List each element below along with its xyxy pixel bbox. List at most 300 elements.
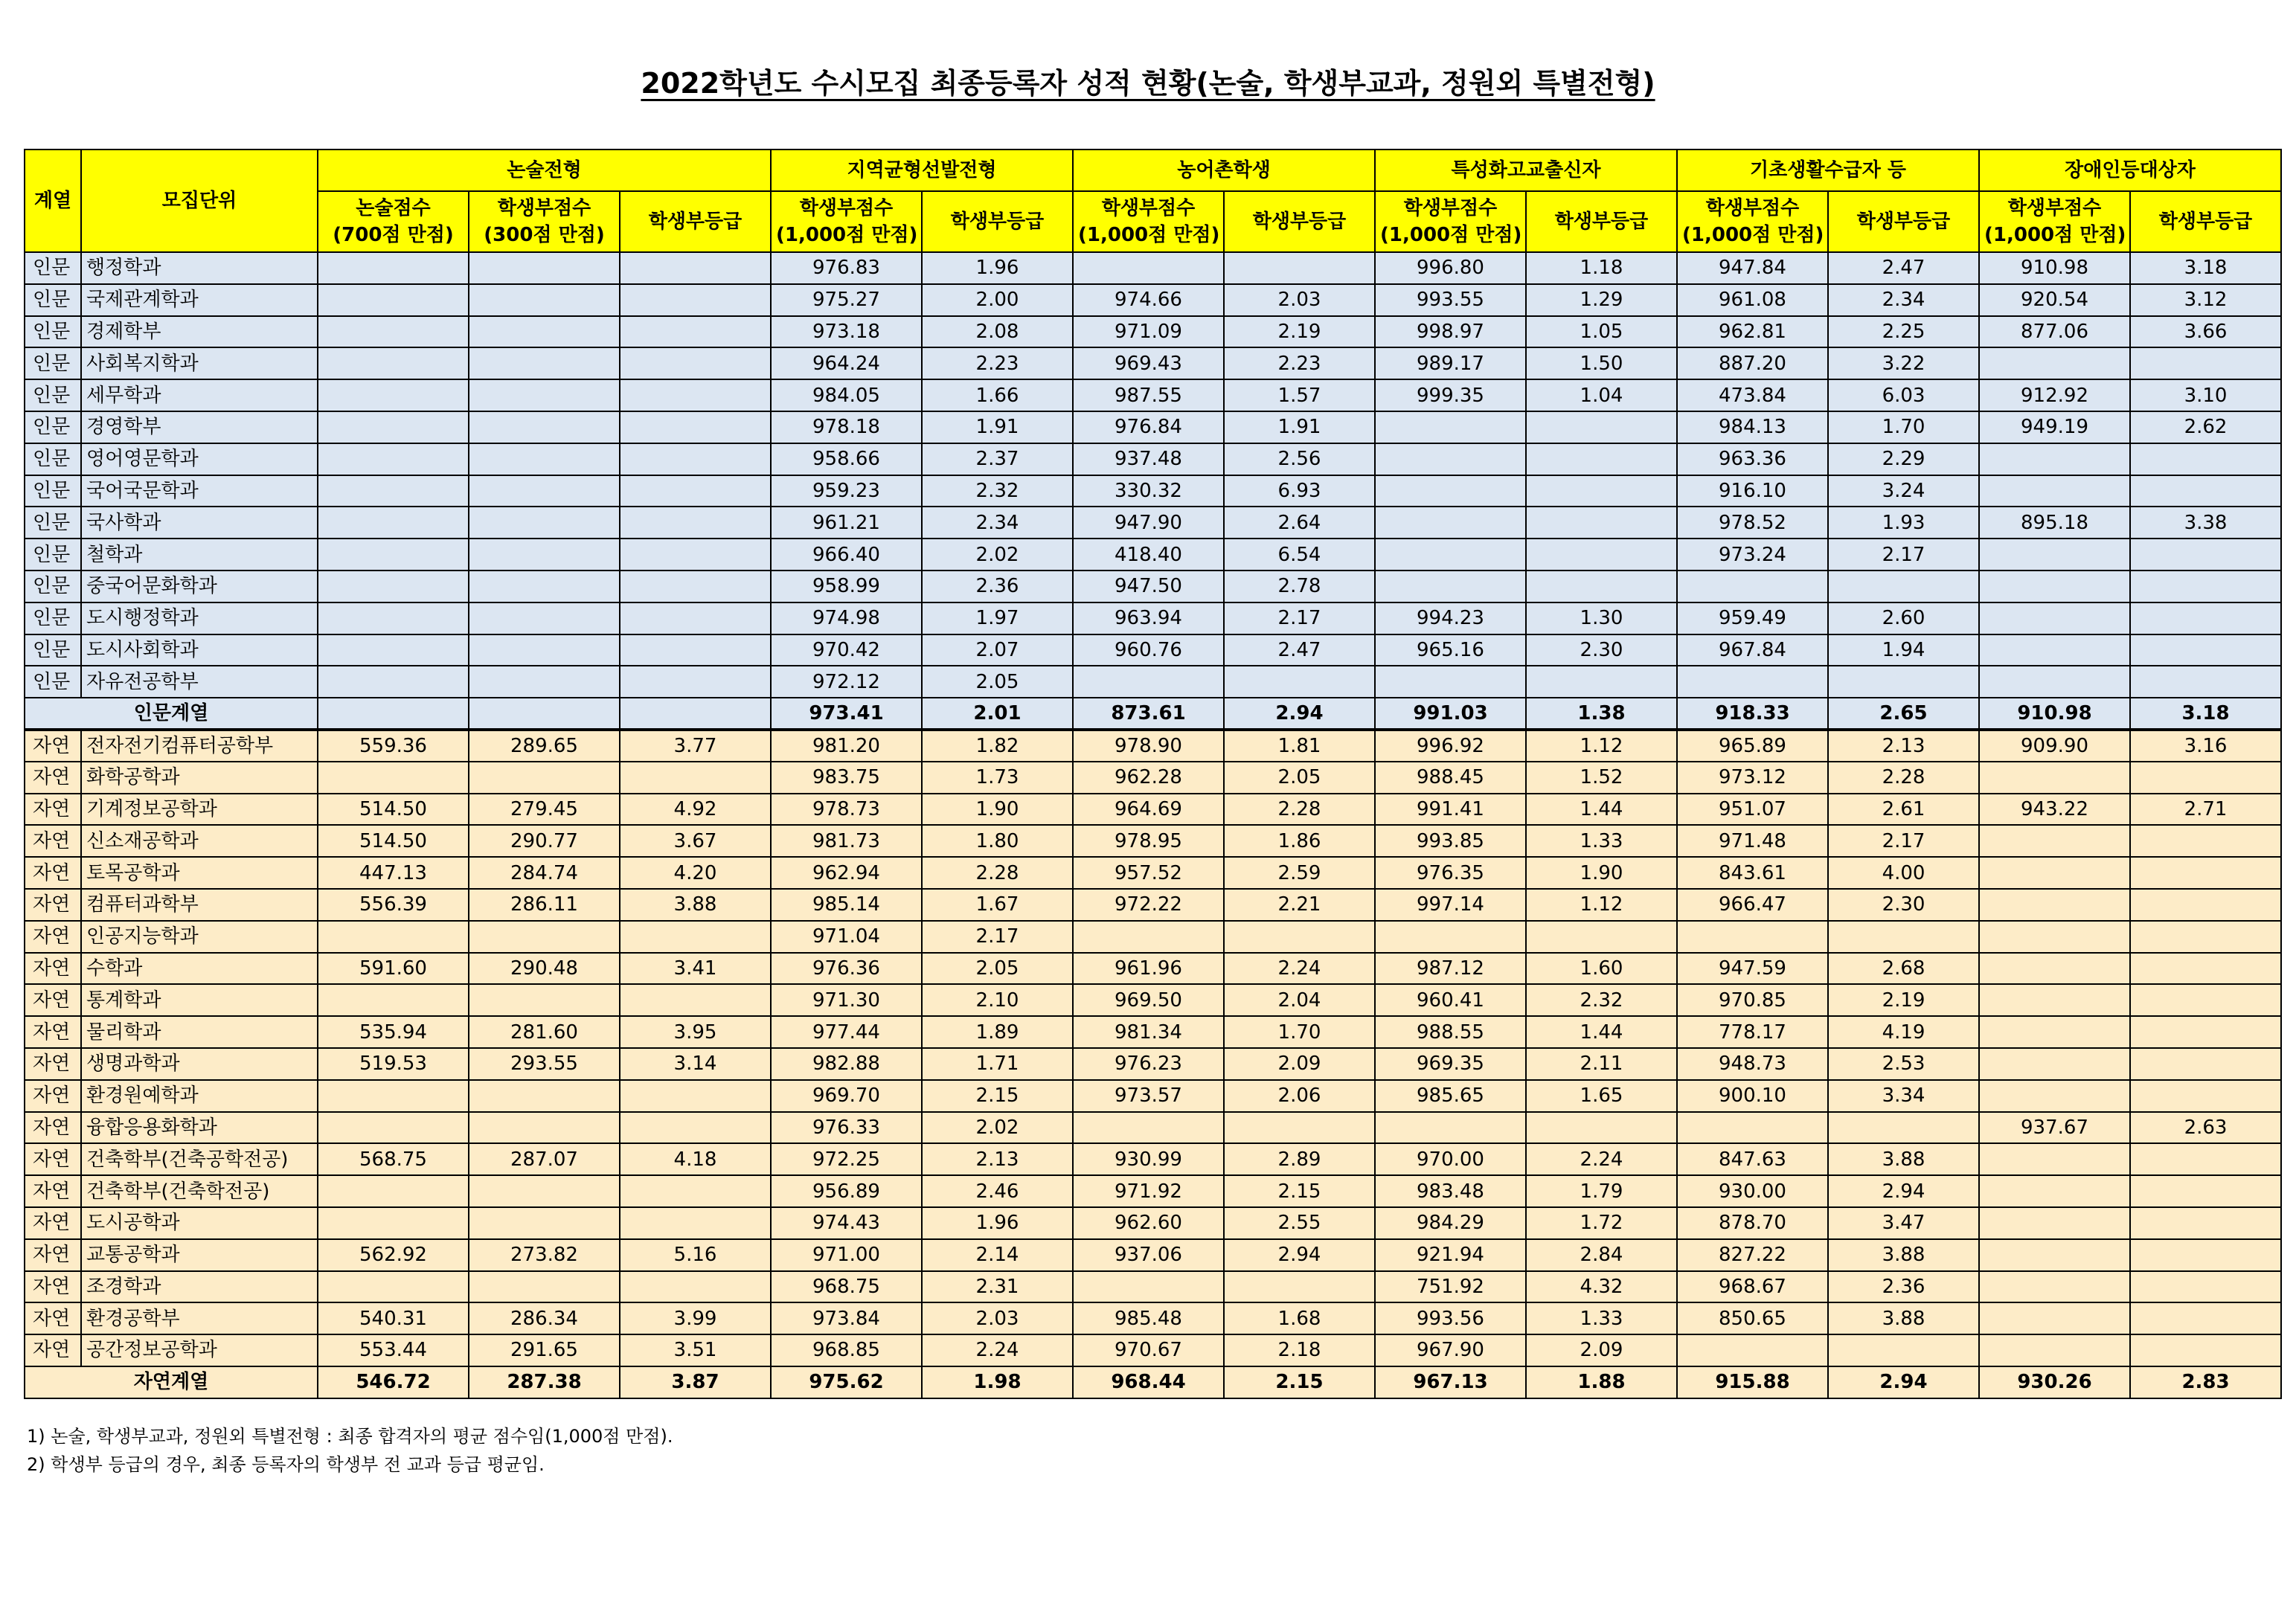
table-cell: 978.52: [1677, 507, 1828, 539]
table-cell: [318, 411, 469, 443]
table-cell: 956.89: [771, 1175, 922, 1207]
table-cell: 3.47: [1828, 1207, 1979, 1239]
table-cell: 999.35: [1375, 379, 1526, 411]
table-cell: 971.30: [771, 984, 922, 1016]
unit-cell: 인공지능학과: [81, 921, 318, 953]
table-cell: [1979, 1048, 2130, 1080]
table-cell: [469, 666, 620, 698]
table-cell: 291.65: [469, 1334, 620, 1366]
table-cell: 591.60: [318, 953, 469, 985]
table-cell: 293.55: [469, 1048, 620, 1080]
table-cell: 1.90: [1526, 857, 1677, 889]
table-cell: 960.41: [1375, 984, 1526, 1016]
table-cell: [1979, 889, 2130, 921]
table-cell: 2.00: [922, 284, 1073, 316]
table-cell: 2.24: [1224, 953, 1375, 985]
table-cell: 1.72: [1526, 1207, 1677, 1239]
unit-cell: 건축학부(건축학전공): [81, 1175, 318, 1207]
table-row: [25, 316, 2281, 348]
header-group-basic-livelihood: 기초생활수급자 등: [1677, 150, 1979, 191]
table-cell: [1526, 443, 1677, 475]
table-cell: 2.23: [922, 347, 1073, 379]
table-cell: 970.00: [1375, 1143, 1526, 1175]
category-cell: 인문: [25, 507, 81, 539]
table-cell: 970.67: [1073, 1334, 1224, 1366]
header-unit: 모집단위: [81, 150, 318, 252]
table-cell: [620, 507, 771, 539]
table-cell: [2130, 347, 2281, 379]
category-cell: 자연: [25, 730, 81, 762]
table-cell: 983.48: [1375, 1175, 1526, 1207]
table-cell: [318, 762, 469, 794]
table-cell: 930.26: [1979, 1366, 2130, 1398]
table-cell: 418.40: [1073, 539, 1224, 571]
unit-cell: 컴퓨터과학부: [81, 889, 318, 921]
table-cell: [1828, 571, 1979, 602]
table-cell: 1.66: [922, 379, 1073, 411]
table-cell: 1.86: [1224, 825, 1375, 857]
table-cell: 2.03: [922, 1302, 1073, 1334]
table-cell: [1979, 1271, 2130, 1303]
table-cell: 965.89: [1677, 730, 1828, 762]
table-row: [25, 1271, 2281, 1303]
table-cell: [1224, 666, 1375, 698]
table-cell: [2130, 1143, 2281, 1175]
table-cell: 519.53: [318, 1048, 469, 1080]
table-cell: 993.56: [1375, 1302, 1526, 1334]
table-row: [25, 634, 2281, 666]
table-cell: 984.05: [771, 379, 922, 411]
table-cell: 3.88: [1828, 1302, 1979, 1334]
table-cell: 3.67: [620, 825, 771, 857]
table-row: [25, 571, 2281, 602]
table-cell: 1.73: [922, 762, 1073, 794]
table-row: [25, 921, 2281, 953]
table-cell: [318, 475, 469, 507]
table-cell: 984.13: [1677, 411, 1828, 443]
unit-cell: 물리학과: [81, 1016, 318, 1048]
table-cell: [469, 316, 620, 348]
table-cell: 2.23: [1224, 347, 1375, 379]
table-cell: 978.95: [1073, 825, 1224, 857]
table-cell: 2.21: [1224, 889, 1375, 921]
table-cell: [318, 634, 469, 666]
table-cell: 2.36: [1828, 1271, 1979, 1303]
category-cell: 인문: [25, 252, 81, 284]
table-cell: 3.88: [1828, 1143, 1979, 1175]
category-cell: 자연: [25, 1048, 81, 1080]
table-cell: 2.19: [1828, 984, 1979, 1016]
table-cell: 1.33: [1526, 825, 1677, 857]
table-cell: [469, 411, 620, 443]
table-cell: [1828, 1112, 1979, 1144]
table-row: [25, 1302, 2281, 1334]
table-cell: 2.17: [922, 921, 1073, 953]
table-cell: [1375, 666, 1526, 698]
table-cell: [1828, 1334, 1979, 1366]
unit-cell: 전자전기컴퓨터공학부: [81, 730, 318, 762]
table-cell: 1.97: [922, 602, 1073, 634]
table-cell: [318, 1175, 469, 1207]
table-cell: [318, 1112, 469, 1144]
footnotes: [27, 1422, 673, 1479]
table-cell: 2.32: [922, 475, 1073, 507]
table-cell: 2.28: [1224, 794, 1375, 826]
table-row: [25, 539, 2281, 571]
table-cell: 976.23: [1073, 1048, 1224, 1080]
table-cell: 1.93: [1828, 507, 1979, 539]
table-cell: [1526, 666, 1677, 698]
table-cell: 3.14: [620, 1048, 771, 1080]
table-cell: 2.47: [1224, 634, 1375, 666]
table-cell: 2.61: [1828, 794, 1979, 826]
table-cell: [469, 347, 620, 379]
table-cell: 966.40: [771, 539, 922, 571]
table-cell: 921.94: [1375, 1239, 1526, 1271]
table-cell: [620, 1271, 771, 1303]
table-cell: 287.38: [469, 1366, 620, 1398]
table-cell: 976.33: [771, 1112, 922, 1144]
table-cell: [620, 984, 771, 1016]
table-cell: 4.19: [1828, 1016, 1979, 1048]
header-group-vocational: 특성화고교출신자: [1375, 150, 1677, 191]
table-cell: 2.05: [1224, 762, 1375, 794]
table-cell: 973.12: [1677, 762, 1828, 794]
table-cell: 1.05: [1526, 316, 1677, 348]
table-cell: [2130, 953, 2281, 985]
table-cell: 920.54: [1979, 284, 2130, 316]
summary-row: [25, 1366, 2281, 1398]
table-cell: 965.16: [1375, 634, 1526, 666]
table-cell: [469, 539, 620, 571]
category-cell: 자연: [25, 953, 81, 985]
table-cell: 1.91: [922, 411, 1073, 443]
table-cell: [469, 443, 620, 475]
table-cell: 3.22: [1828, 347, 1979, 379]
table-cell: 3.95: [620, 1016, 771, 1048]
table-cell: [318, 571, 469, 602]
table-cell: 3.66: [2130, 316, 2281, 348]
table-cell: [318, 443, 469, 475]
table-cell: 2.02: [922, 539, 1073, 571]
header-record-score: 학생부점수 (1,000점 만점): [771, 191, 922, 252]
table-cell: 994.23: [1375, 602, 1526, 634]
table-cell: 951.07: [1677, 794, 1828, 826]
table-cell: 989.17: [1375, 347, 1526, 379]
table-cell: 962.94: [771, 857, 922, 889]
table-cell: 895.18: [1979, 507, 2130, 539]
table-cell: [1979, 666, 2130, 698]
table-cell: 915.88: [1677, 1366, 1828, 1398]
table-cell: 1.04: [1526, 379, 1677, 411]
table-row: [25, 443, 2281, 475]
table-cell: 6.54: [1224, 539, 1375, 571]
table-cell: [1375, 507, 1526, 539]
table-cell: [2130, 443, 2281, 475]
table-cell: 3.16: [2130, 730, 2281, 762]
table-cell: [620, 602, 771, 634]
header-record-score: 학생부점수 (1,000점 만점): [1979, 191, 2130, 252]
table-cell: 1.79: [1526, 1175, 1677, 1207]
table-cell: [318, 698, 469, 730]
table-cell: 2.15: [922, 1080, 1073, 1112]
table-row: [25, 825, 2281, 857]
category-cell: 자연: [25, 857, 81, 889]
table-cell: 987.12: [1375, 953, 1526, 985]
table-cell: [620, 475, 771, 507]
table-cell: 1.12: [1526, 730, 1677, 762]
table-cell: [1073, 1112, 1224, 1144]
table-cell: [620, 634, 771, 666]
table-cell: 4.20: [620, 857, 771, 889]
table-cell: 286.11: [469, 889, 620, 921]
table-cell: [1979, 1016, 2130, 1048]
table-cell: [1073, 252, 1224, 284]
table-cell: 4.18: [620, 1143, 771, 1175]
table-cell: [318, 1271, 469, 1303]
table-cell: [2130, 921, 2281, 953]
table-cell: [620, 1080, 771, 1112]
category-cell: 인문: [25, 347, 81, 379]
table-cell: [1677, 1112, 1828, 1144]
table-cell: 2.09: [1526, 1334, 1677, 1366]
table-cell: 971.04: [771, 921, 922, 953]
unit-cell: 통계학과: [81, 984, 318, 1016]
table-row: [25, 284, 2281, 316]
table-cell: [318, 602, 469, 634]
table-cell: 873.61: [1073, 698, 1224, 730]
table-cell: [1677, 921, 1828, 953]
table-cell: 975.27: [771, 284, 922, 316]
table-cell: [1979, 1239, 2130, 1271]
table-cell: 958.99: [771, 571, 922, 602]
table-cell: 1.67: [922, 889, 1073, 921]
table-cell: 2.17: [1828, 539, 1979, 571]
unit-cell: 국어국문학과: [81, 475, 318, 507]
table-cell: 2.89: [1224, 1143, 1375, 1175]
table-cell: [1375, 571, 1526, 602]
table-cell: 971.00: [771, 1239, 922, 1271]
table-cell: 973.84: [771, 1302, 922, 1334]
table-cell: [469, 1080, 620, 1112]
table-row: [25, 1207, 2281, 1239]
table-row: [25, 1080, 2281, 1112]
table-cell: 2.65: [1828, 698, 1979, 730]
table-cell: 975.62: [771, 1366, 922, 1398]
table-cell: 3.38: [2130, 507, 2281, 539]
table-cell: 947.90: [1073, 507, 1224, 539]
table-cell: 3.34: [1828, 1080, 1979, 1112]
table-cell: 943.22: [1979, 794, 2130, 826]
table-header: [25, 150, 2281, 252]
table-cell: 968.67: [1677, 1271, 1828, 1303]
table-row: [25, 984, 2281, 1016]
table-cell: 1.88: [1526, 1366, 1677, 1398]
table-row: [25, 857, 2281, 889]
table-cell: [469, 762, 620, 794]
table-row: [25, 347, 2281, 379]
table-cell: 6.93: [1224, 475, 1375, 507]
table-cell: 1.65: [1526, 1080, 1677, 1112]
table-cell: 1.91: [1224, 411, 1375, 443]
table-row: [25, 794, 2281, 826]
table-cell: 958.66: [771, 443, 922, 475]
table-cell: 1.29: [1526, 284, 1677, 316]
table-cell: 2.31: [922, 1271, 1073, 1303]
table-cell: [1677, 571, 1828, 602]
table-cell: 973.24: [1677, 539, 1828, 571]
table-cell: 969.35: [1375, 1048, 1526, 1080]
table-cell: [1979, 571, 2130, 602]
unit-cell: 신소재공학과: [81, 825, 318, 857]
table-cell: 2.19: [1224, 316, 1375, 348]
table-cell: [1979, 475, 2130, 507]
table-cell: 900.10: [1677, 1080, 1828, 1112]
table-cell: [1073, 666, 1224, 698]
table-cell: 985.65: [1375, 1080, 1526, 1112]
table-cell: 878.70: [1677, 1207, 1828, 1239]
table-cell: 971.48: [1677, 825, 1828, 857]
table-cell: 991.03: [1375, 698, 1526, 730]
table-cell: 2.37: [922, 443, 1073, 475]
table-cell: [2130, 1016, 2281, 1048]
table-cell: 2.64: [1224, 507, 1375, 539]
table-cell: 2.59: [1224, 857, 1375, 889]
header-grade: 학생부등급: [922, 191, 1073, 252]
table-cell: [1677, 1334, 1828, 1366]
table-cell: 970.85: [1677, 984, 1828, 1016]
table-cell: [620, 571, 771, 602]
table-cell: 2.94: [1828, 1366, 1979, 1398]
table-cell: 3.87: [620, 1366, 771, 1398]
table-cell: 1.50: [1526, 347, 1677, 379]
table-cell: 2.53: [1828, 1048, 1979, 1080]
table-cell: [1979, 953, 2130, 985]
header-grade: 학생부등급: [1526, 191, 1677, 252]
footnote: 1) 논술, 학생부교과, 정원외 특별전형 : 최종 합격자의 평균 점수임(1,000점 만점).: [27, 1426, 673, 1447]
table-cell: 973.57: [1073, 1080, 1224, 1112]
category-cell: 인문: [25, 379, 81, 411]
table-cell: 553.44: [318, 1334, 469, 1366]
table-cell: [318, 1080, 469, 1112]
header-group-disability: 장애인등대상자: [1979, 150, 2281, 191]
table-cell: 2.04: [1224, 984, 1375, 1016]
category-cell: 인문: [25, 475, 81, 507]
table-cell: 2.24: [1526, 1143, 1677, 1175]
table-cell: [1224, 252, 1375, 284]
category-cell: 자연: [25, 1334, 81, 1366]
table-cell: 568.75: [318, 1143, 469, 1175]
category-cell: 자연: [25, 1080, 81, 1112]
table-cell: 3.41: [620, 953, 771, 985]
table-cell: [469, 984, 620, 1016]
table-cell: 2.56: [1224, 443, 1375, 475]
category-cell: 인문: [25, 666, 81, 698]
table-cell: [1224, 1271, 1375, 1303]
table-cell: [318, 347, 469, 379]
unit-cell: 공간정보공학과: [81, 1334, 318, 1366]
unit-cell: 세무학과: [81, 379, 318, 411]
table-cell: 2.34: [1828, 284, 1979, 316]
category-cell: 자연: [25, 1016, 81, 1048]
table-cell: 977.44: [771, 1016, 922, 1048]
table-cell: 1.90: [922, 794, 1073, 826]
table-cell: 997.14: [1375, 889, 1526, 921]
table-cell: 1.94: [1828, 634, 1979, 666]
table-cell: 2.03: [1224, 284, 1375, 316]
category-cell: 자연: [25, 1175, 81, 1207]
table-cell: 962.28: [1073, 762, 1224, 794]
category-cell: 인문: [25, 539, 81, 571]
table-cell: 289.65: [469, 730, 620, 762]
table-cell: 1.96: [922, 252, 1073, 284]
unit-cell: 환경공학부: [81, 1302, 318, 1334]
table-cell: 546.72: [318, 1366, 469, 1398]
category-cell: 자연: [25, 794, 81, 826]
table-cell: 2.32: [1526, 984, 1677, 1016]
category-cell: 인문: [25, 443, 81, 475]
table-cell: 988.55: [1375, 1016, 1526, 1048]
table-cell: 961.08: [1677, 284, 1828, 316]
table-row: [25, 1334, 2281, 1366]
table-cell: 2.25: [1828, 316, 1979, 348]
header-grade: 학생부등급: [620, 191, 771, 252]
category-cell: 인문: [25, 602, 81, 634]
table-cell: [2130, 857, 2281, 889]
table-cell: 3.10: [2130, 379, 2281, 411]
table-cell: 2.02: [922, 1112, 1073, 1144]
table-cell: [1979, 443, 2130, 475]
table-cell: 540.31: [318, 1302, 469, 1334]
table-cell: 1.60: [1526, 953, 1677, 985]
table-row: [25, 1016, 2281, 1048]
table-cell: 2.84: [1526, 1239, 1677, 1271]
table-cell: 969.70: [771, 1080, 922, 1112]
table-cell: 1.80: [922, 825, 1073, 857]
table-cell: 2.05: [922, 953, 1073, 985]
table-cell: 973.41: [771, 698, 922, 730]
table-cell: [1526, 411, 1677, 443]
table-cell: [2130, 1207, 2281, 1239]
table-cell: [318, 252, 469, 284]
table-cell: [469, 475, 620, 507]
table-cell: [1526, 921, 1677, 953]
table-cell: [318, 921, 469, 953]
table-cell: [469, 634, 620, 666]
table-cell: [2130, 1271, 2281, 1303]
table-cell: [318, 539, 469, 571]
table-cell: 2.05: [922, 666, 1073, 698]
unit-cell: 도시사회학과: [81, 634, 318, 666]
table-cell: [1828, 921, 1979, 953]
table-cell: 916.10: [1677, 475, 1828, 507]
category-cell: 자연: [25, 921, 81, 953]
table-cell: 847.63: [1677, 1143, 1828, 1175]
table-cell: 1.57: [1224, 379, 1375, 411]
table-cell: 1.96: [922, 1207, 1073, 1239]
table-cell: [469, 571, 620, 602]
table-cell: 2.13: [1828, 730, 1979, 762]
table-row: [25, 1239, 2281, 1271]
table-cell: 2.14: [922, 1239, 1073, 1271]
table-row: [25, 1112, 2281, 1144]
table-cell: 984.29: [1375, 1207, 1526, 1239]
summary-label: 자연계열: [25, 1366, 318, 1398]
table-cell: 281.60: [469, 1016, 620, 1048]
table-cell: 2.15: [1224, 1366, 1375, 1398]
table-cell: 972.12: [771, 666, 922, 698]
table-cell: [318, 379, 469, 411]
